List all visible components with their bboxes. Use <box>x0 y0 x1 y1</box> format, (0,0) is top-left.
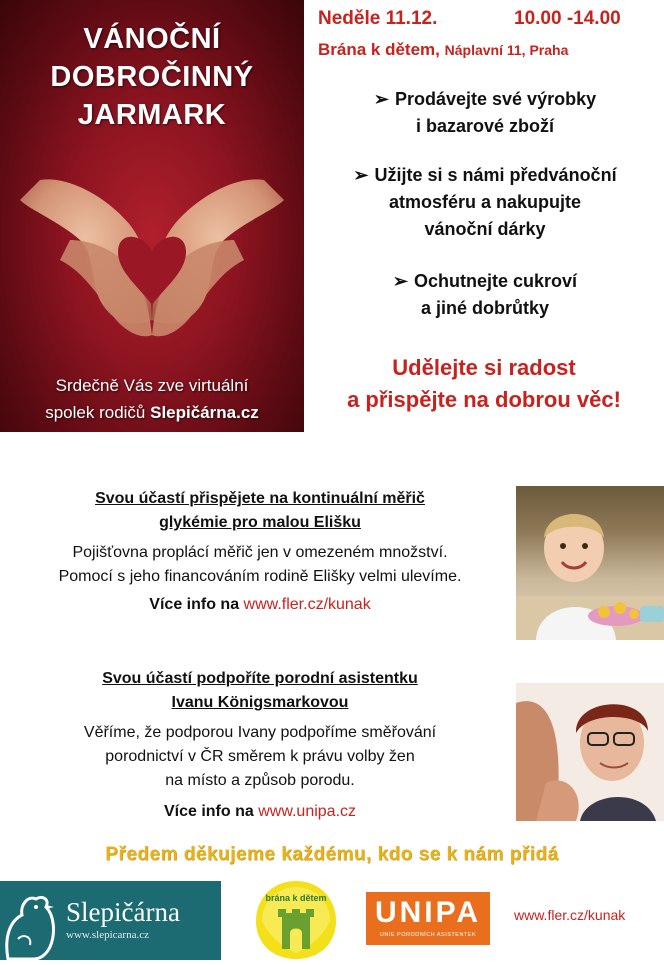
venue-address: Náplavní 11, Praha <box>444 42 569 58</box>
hero-title-line: JARMARK <box>77 99 227 131</box>
thank-you-note: Předem děkujeme každému, kdo se k nám přidá <box>105 844 559 865</box>
bullet-text: atmosféru a nakupujte <box>388 192 582 212</box>
bullet-text: i bazarové zboží <box>415 116 555 136</box>
child-photo <box>516 486 664 640</box>
event-date: Neděle 11.12. <box>318 8 438 29</box>
more-info-link[interactable]: www.unipa.cz <box>258 803 357 820</box>
brana-k-detem-emblem <box>252 877 340 960</box>
bullet-sell <box>330 86 640 140</box>
section-text-line: porodnictví v ČR směrem k právu volby žen <box>105 748 415 765</box>
child-photo-illustration <box>516 486 664 640</box>
organizer-name: Slepičárna.cz <box>150 403 259 422</box>
unipa-logo-subtitle: UNIE PORODNÍCH ASISTENTEK <box>379 932 477 938</box>
hero-title <box>0 20 304 134</box>
slepicarna-logo-name: Slepičárna <box>66 897 180 927</box>
hero-title-line: VÁNOČNÍ <box>83 23 221 55</box>
slepicarna-logo-url: www.slepicarna.cz <box>66 929 149 941</box>
bullet-text: Ochutnejte cukroví <box>414 271 578 291</box>
arrow-bullet-icon: ➢ <box>353 165 369 185</box>
bullet-text: vánoční dárky <box>424 219 546 239</box>
section-title-line: glykémie pro malou Elišku <box>159 514 361 531</box>
midwife-photo <box>516 683 664 821</box>
section-text-line: na místo a způsob porodu. <box>165 772 355 789</box>
section1-more-info <box>10 593 510 617</box>
bullet-taste <box>330 268 640 322</box>
invite-line: Srdečně Vás zve virtuální <box>55 376 249 395</box>
arrow-bullet-icon: ➢ <box>373 89 389 109</box>
bullet-enjoy <box>318 162 652 243</box>
section-title-line: Ivanu Königsmarkovou <box>171 694 349 711</box>
section2-more-info <box>10 800 510 824</box>
cta-line: Udělejte si radost <box>392 355 576 380</box>
call-to-action <box>304 352 664 416</box>
section-title-line: Svou účastí přispějete na kontinuální měřič <box>95 490 425 507</box>
section-title-line: Svou účastí podpoříte porodní asistentku <box>102 670 418 687</box>
brana-logo-text: brána k dětem <box>265 893 327 903</box>
cta-line: a přispějte na dobrou věc! <box>347 387 621 412</box>
hero-title-line: DOBROČINNÝ <box>50 61 254 93</box>
section-text-line: Pojišťovna proplácí měřič jen v omezeném množství. <box>72 544 448 561</box>
venue-name: Brána k dětem, <box>318 40 440 59</box>
arrow-bullet-icon: ➢ <box>392 271 409 291</box>
brana-k-detem-logo[interactable] <box>252 877 340 960</box>
section-text-line: Věříme, že podporou Ivany podpoříme směřování <box>83 724 437 741</box>
section1-text <box>10 541 510 589</box>
bullet-text: Prodávejte své výrobky <box>394 89 597 109</box>
event-venue <box>318 40 664 60</box>
section2-text <box>10 721 510 793</box>
event-time: 10.00 -14.00 <box>514 8 621 29</box>
hen-icon <box>0 881 62 960</box>
section-text-line: Pomocí s jeho financováním rodině Elišky velmi ulevíme. <box>58 568 462 585</box>
midwife-photo-illustration <box>516 683 664 821</box>
section2-title <box>10 667 510 715</box>
invite-line <box>0 399 304 426</box>
section1-title <box>10 487 510 535</box>
more-info-label: Více info na <box>149 596 244 613</box>
unipa-logo-name: UNIPA <box>374 896 482 929</box>
hero-invitation <box>0 372 304 426</box>
bullet-text: Užijte si s námi předvánoční <box>374 165 617 185</box>
invite-prefix: spolek rodičů <box>45 403 151 422</box>
footer-link[interactable]: www.fler.cz/kunak <box>514 907 626 923</box>
bullet-text: a jiné dobrůtky <box>420 298 550 318</box>
more-info-link[interactable]: www.fler.cz/kunak <box>243 596 371 613</box>
more-info-label: Více info na <box>163 803 259 820</box>
